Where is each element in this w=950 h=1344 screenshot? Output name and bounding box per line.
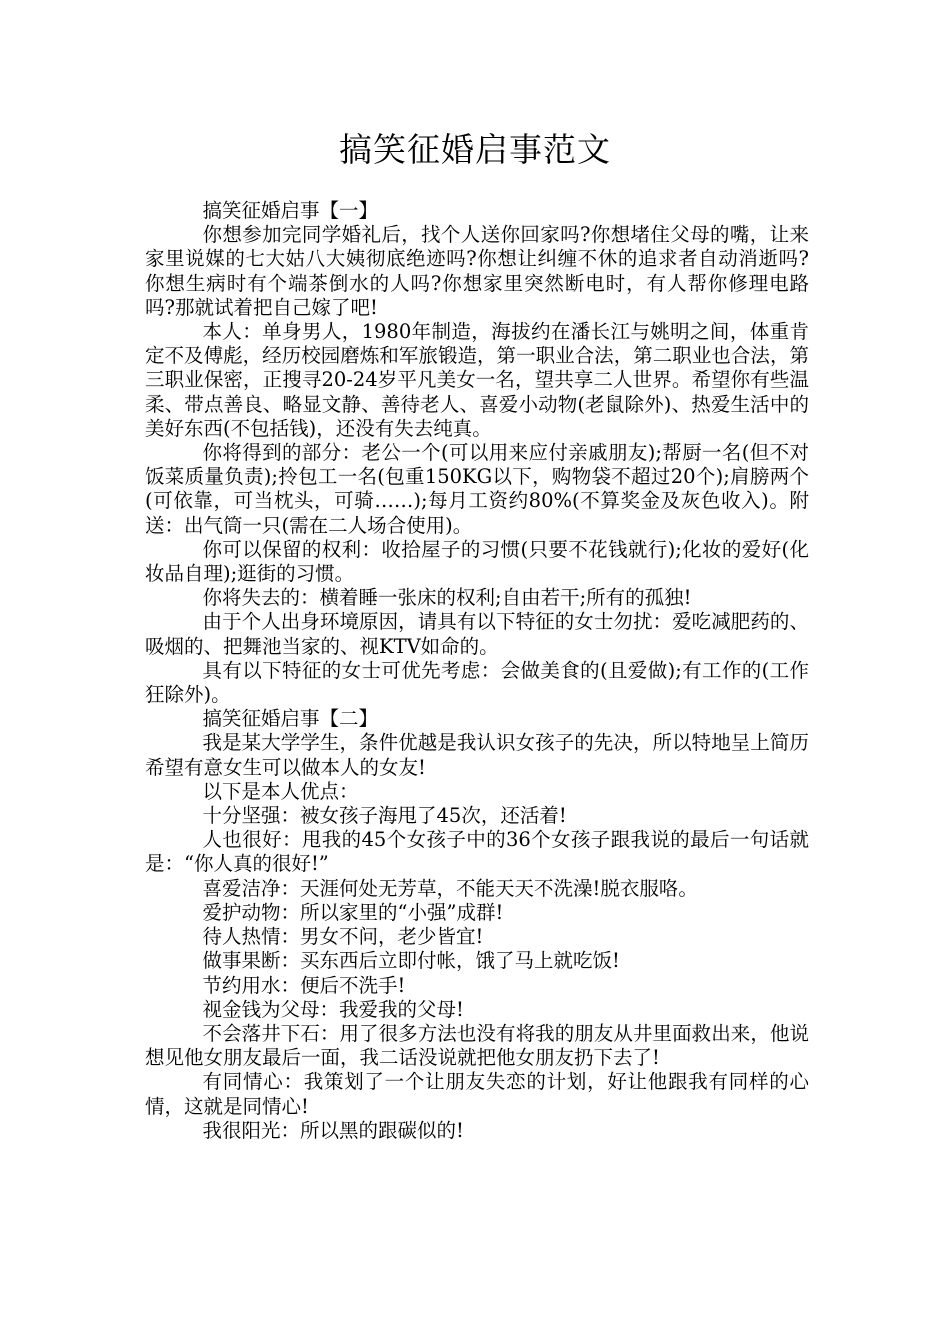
- paragraph: 本人：单身男人，1980年制造，海拔约在潘长江与姚明之间，体重肯定不及傅彪，经历校园磨炼和军旅锻造，第一职业合法，第二职业也合法，第三职业保密，正搜寻20-24岁平凡美女一名，望共享二人世界。希望你有些温柔、带点善良、略显文静、善待老人、喜爱小动物(老鼠除外)、热爱生活中的美好东西(不包括钱)，还没有失去纯真。: [145, 320, 809, 440]
- paragraph: 喜爱洁净：天涯何处无芳草，不能天天不洗澡!脱衣服咯。: [202, 876, 698, 900]
- paragraph: 我是某大学学生，条件优越是我认识女孩子的先决，所以特地呈上简历希望有意女生可以做本人的女友!: [145, 731, 809, 779]
- paragraph: 人也很好：甩我的45个女孩子中的36个女孩子跟我说的最后一句话就是：“你人真的很好!”: [145, 828, 809, 876]
- paragraph: 由于个人出身环境原因，请具有以下特征的女士勿扰：爱吃减肥药的、吸烟的、把舞池当家的、视KTV如命的。: [145, 610, 809, 658]
- section-heading: 搞笑征婚启事【一】: [202, 199, 379, 222]
- paragraph: 十分坚强：被女孩子海甩了45次，还活着!: [202, 804, 567, 828]
- paragraph: 爱护动物：所以家里的“小强”成群!: [202, 900, 504, 924]
- paragraph: 视金钱为父母：我爱我的父母!: [202, 997, 464, 1021]
- paragraph: 做事果断：买东西后立即付帐，饿了马上就吃饭!: [202, 949, 620, 973]
- paragraph: 待人热情：男女不问，老少皆宜!: [202, 925, 484, 949]
- paragraph: 你将得到的部分：老公一个(可以用来应付亲戚朋友);帮厨一名(但不对饭菜质量负责);拎包工一名(包重150KG以下，购物袋不超过20个);肩膀两个(可依靠，可当枕头，可骑……);每月工资约80%(不算奖金及灰色收入)。附送：出气筒一只(需在二人场合使用)。: [145, 441, 809, 537]
- paragraph: 节约用水：便后不洗手!: [202, 973, 406, 997]
- paragraph: 具有以下特征的女士可优先考虑：会做美食的(且爱做);有工作的(工作狂除外)。: [145, 658, 809, 707]
- paragraph: 有同情心：我策划了一个让朋友失恋的计划，好让他跟我有同样的心情，这就是同情心!: [145, 1070, 809, 1118]
- paragraph: 你可以保留的权利：收拾屋子的习惯(只要不花钱就行);化妆的爱好(化妆品自理);逛街的习惯。: [145, 537, 809, 586]
- paragraph: 以下是本人优点：: [202, 779, 359, 803]
- paragraph: 你将失去的：横着睡一张床的权利;自由若干;所有的孤独!: [202, 586, 692, 610]
- paragraph: 你想参加完同学婚礼后，找个人送你回家吗?你想堵住父母的嘴，让来家里说媒的七大姑八大姨彻底绝迹吗?你想让纠缠不休的追求者自动消逝吗?你想生病时有个端茶倒水的人吗?你想家里突然断电时，有人帮你修理电路吗?那就试着把自己嫁了吧!: [145, 223, 809, 319]
- document-body: [145, 199, 809, 1143]
- paragraph: 不会落井下石：用了很多方法也没有将我的朋友从井里面救出来，他说想见他女朋友最后一面，我二话没说就把他女朋友扔下去了!: [145, 1021, 809, 1070]
- section-heading: 搞笑征婚启事【二】: [202, 707, 379, 731]
- paragraph: 我很阳光：所以黑的跟碳似的!: [202, 1118, 464, 1142]
- document-title: 搞笑征婚启事范文: [339, 130, 611, 169]
